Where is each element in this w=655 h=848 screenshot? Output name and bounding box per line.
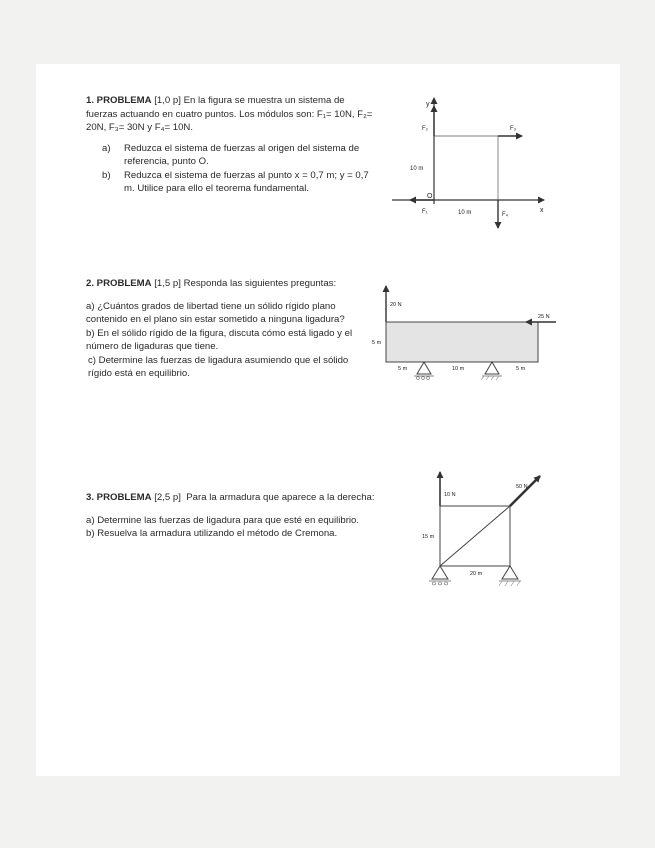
roller <box>433 582 436 585</box>
problem-1-points: [1,0 p] <box>154 95 181 106</box>
problem-2-statement <box>86 277 362 291</box>
problem-1 <box>86 94 376 196</box>
hatch <box>481 376 484 380</box>
force-diag-arrow <box>510 476 540 506</box>
problem-3-statement <box>86 491 396 505</box>
problem-1-statement <box>86 94 376 135</box>
force-left-label: 25 N <box>538 314 550 320</box>
height-label: 5 m <box>372 340 382 346</box>
roller <box>422 377 425 380</box>
problem-3-heading: 3. PROBLEMA <box>86 492 152 503</box>
problem-3-item-b: b) Resuelva la armadura utilizando el método de Cremona. <box>86 528 338 539</box>
problem-3-item-a: a) Determine las fuerzas de ligadura para que esté en equilibrio. <box>86 514 360 526</box>
problem-1-intro: En la figura se muestra un sistema de fuerzas actuando en cuatro puntos. Los módulos son: F₁= 10N, F₂= 20N, F₃= 30N y F₄= 10N. <box>86 95 373 133</box>
dim-horizontal: 10 m <box>458 210 472 216</box>
x-axis-label: x <box>540 207 544 214</box>
force-diag-label: 50 N <box>516 484 528 490</box>
f3-label: F₃ <box>510 126 517 132</box>
problem-3-intro: Para la armadura que aparece a la derecha: <box>186 492 375 503</box>
item-label: a) <box>102 142 111 154</box>
hatch <box>491 376 494 380</box>
problem-2-item-a: a) ¿Cuántos grados de libertad tiene un sólido rígido plano contenido en el plano sin estar sometido a ninguna ligadura? <box>86 300 345 325</box>
dim-1: 5 m <box>398 366 408 372</box>
problem-3 <box>86 491 396 541</box>
hatch <box>486 376 489 380</box>
force-up-label: 10 N <box>444 492 456 498</box>
item-text: Reduzca el sistema de fuerzas al origen del sistema de referencia, punto O. <box>124 142 360 167</box>
roller <box>427 377 430 380</box>
right-support <box>485 362 499 374</box>
f2-label: F₂ <box>422 126 428 132</box>
f1-label: F₁ <box>422 209 428 215</box>
figure-1-force-system <box>392 92 552 242</box>
right-support <box>502 566 518 579</box>
item-label: b) <box>102 169 111 181</box>
dim-3: 5 m <box>516 366 526 372</box>
problem-3-points: [2,5 p] <box>154 492 181 503</box>
problem-2-item-b: b) En el sólido rígido de la figura, discuta cómo está ligado y el número de ligaduras que tiene. <box>86 327 353 352</box>
problem-2-heading: 2. PROBLEMA <box>86 278 152 289</box>
force-up-label: 20 N <box>390 302 402 308</box>
roller <box>417 377 420 380</box>
origin-label: O <box>427 193 433 200</box>
problem-1-heading: 1. PROBLEMA <box>86 95 152 106</box>
hatch <box>505 581 508 586</box>
problem-1-item-b <box>102 169 376 196</box>
hatch <box>511 581 514 586</box>
left-support <box>417 362 431 374</box>
roller <box>439 582 442 585</box>
figure-3-truss <box>420 466 570 596</box>
dim-2: 10 m <box>452 366 465 372</box>
dim-vertical: 10 m <box>410 166 424 172</box>
truss-diagonal <box>440 506 510 566</box>
problem-2-item-c: c) Determine las fuerzas de ligadura asumiendo que el sólido rígido está en equilibrio. <box>88 354 349 379</box>
figure-2-rigid-body <box>368 282 558 392</box>
rigid-body <box>386 322 538 362</box>
hatch <box>496 376 499 380</box>
width-label: 20 m <box>470 571 483 577</box>
hatch <box>517 581 520 586</box>
problem-2-points: [1,5 p] <box>154 278 181 289</box>
y-axis-label: y <box>426 101 430 108</box>
problem-2-intro: Responda las siguientes preguntas: <box>183 278 337 289</box>
height-label: 15 m <box>422 534 435 540</box>
f4-label: F₄ <box>502 212 509 218</box>
left-support <box>432 566 448 579</box>
problem-2 <box>86 277 362 381</box>
item-text: Reduzca el sistema de fuerzas al punto x = 0,7 m; y = 0,7 m. Utilice para ello el teorema fundamental. <box>124 169 369 194</box>
hatch <box>499 581 502 586</box>
roller <box>445 582 448 585</box>
problem-1-item-a <box>102 142 376 169</box>
